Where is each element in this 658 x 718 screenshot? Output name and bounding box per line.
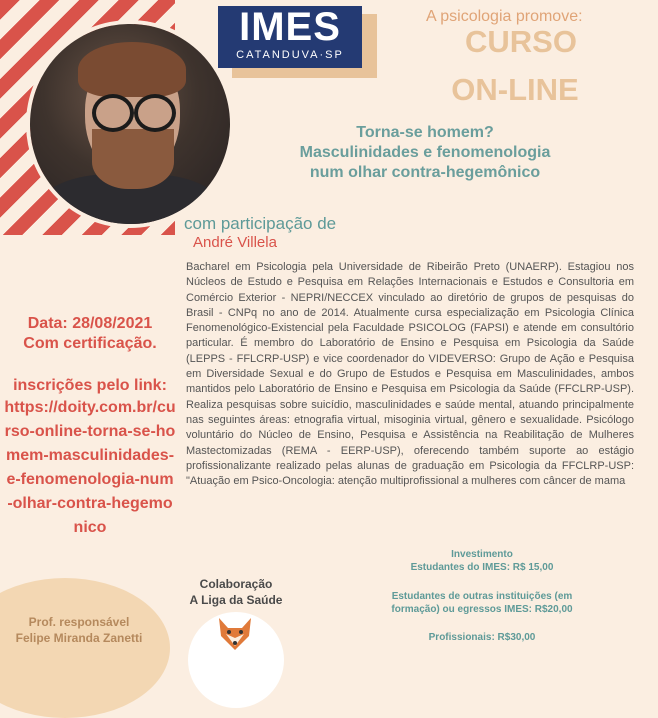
professor-name: Felipe Miranda Zanetti — [15, 631, 143, 645]
pricing-title: Investimento — [451, 549, 513, 560]
online-title: ON-LINE — [451, 72, 579, 107]
certificate-note: Com certificação. — [23, 335, 157, 352]
course-title: CURSO — [465, 24, 577, 59]
event-info — [4, 314, 176, 540]
collaboration — [186, 576, 286, 608]
professor-label: Prof. responsável — [28, 615, 130, 629]
signup-link-text[interactable]: https://doity.com.br/curso-online-torna-se-homem-masculinidades-e-fenomenologia-num-olhar-contra-hegemonico — [4, 399, 176, 536]
guest-bio: Bacharel em Psicologia pela Universidade de Ribeirão Preto (UNAERP). Estagiou nos Núcleos de Estudo e Pesquisa em Relações Internacionais e Estudos e Consultoria em Comércio Exterior - NEPRI/NECCEX vinculado ao diretório de grupos de pesquisas do Brasil - CNPq no ano de 2014. Atualmente cursa especialização em Psicologia Clínica Fenomenológico-Existencial pela Faculdade PSICOLOG (FAPSI) e atende em consultório particular. É membro do Laboratório de Ensino e Pesquisa em Psicologia da Saúde (LEPPS - FFLCRP-USP) e vice coordenador do VIDEVERSO: Grupo de Ação e Pesquisa em Diversidade Sexual e do Grupo de Estudos e Pesquisa em Masculinidades, ambos mantidos pelo Laboratório de Ensino e Pesquisa em Psicologia da Saúde (FFCLRP-USP). Realiza pesquisas sobre suicídio, masculinidades e saúde mental, atuando principalmente nas seguintes áreas: etnografia virtual, misoginia virtual, gênero e sexualidade. Psicólogo voluntário do Núcleo de Ensino, Pesquisa e Assistência na Reabilitação de Mulheres Mastectomizadas (REMA - EERP-USP), oferecendo também suporte ao estágio profissionalizante realizado pelas alunas de graduação em Psicologia da FFCLRP-USP: "Atuação em Psico-Oncologia: atenção multiprofissional a mulheres com câncer de mama — [186, 261, 634, 488]
signup-label: inscrições pelo link: — [13, 377, 167, 394]
collaboration-org: A Liga da Saúde — [189, 593, 283, 607]
price-professionals: Profissionais: R$30,00 — [428, 632, 536, 643]
fox-icon — [216, 616, 254, 652]
imes-logo — [218, 6, 362, 68]
subtitle-line-1: Torna-se homem? — [356, 124, 494, 141]
logo-name: IMES — [239, 5, 341, 49]
event-date: Data: 28/08/2021 — [27, 315, 153, 332]
guest-photo — [30, 24, 230, 224]
price-others: Estudantes de outras instituições (em formação) ou egressos IMES: R$20,00 — [391, 591, 573, 615]
professor-info — [4, 614, 154, 646]
course-subtitle — [250, 123, 600, 183]
subtitle-line-2: Masculinidades e fenomenologia — [299, 144, 551, 161]
promo-text: A psicologia promove: — [426, 8, 583, 25]
logo-city: CATANDUVA·SP — [236, 49, 344, 61]
participation-label: com participação de — [184, 214, 337, 233]
collaboration-label: Colaboração — [199, 577, 273, 591]
professor-background — [0, 578, 170, 718]
guest-name: André Villela — [193, 234, 277, 251]
subtitle-line-3: num olhar contra-hegemônico — [309, 164, 541, 181]
price-imes: Estudantes do IMES: R$ 15,00 — [410, 562, 554, 573]
signup-link[interactable] — [4, 396, 176, 540]
